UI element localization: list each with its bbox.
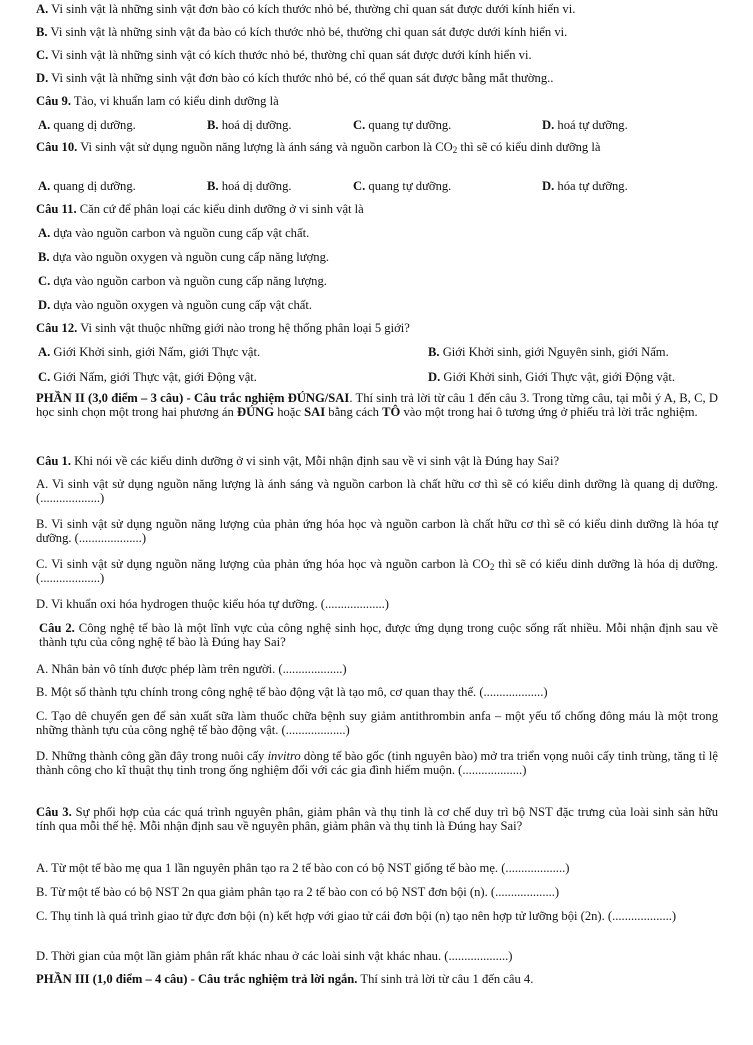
option-text: quang dị dưỡng.	[50, 179, 136, 193]
question-text: Tảo, vi khuẩn lam có kiểu dinh dưỡng là	[71, 94, 279, 108]
subscript: 2	[489, 562, 495, 572]
tf2-statement-c: C. Tạo dê chuyển gen để sản xuất sữa làm thuốc chữa bệnh suy giảm antithrombin anfa – một yếu tố chống đông máu là một trong những thành tựu của công nghệ tế bào động vật. (...................)	[36, 709, 718, 738]
option-text: Giới Khởi sinh, giới Nấm, giới Thực vật.	[50, 345, 261, 359]
instruction-text: . Thí sinh trả lời từ câu 1 đến câu 3. Trong từng câu, tại mỗi ý A, B, C, D học sinh chọn một trong hai phương án	[36, 391, 718, 420]
tf3-statement-a: A. Từ một tế bào mẹ qua 1 lần nguyên phân tạo ra 2 tế bào con có bộ NST giống tế bào mẹ. (...................)	[36, 861, 570, 875]
part-3-instructions	[36, 972, 533, 986]
q12-option-c	[38, 370, 257, 384]
q10-option-c	[353, 179, 451, 193]
statement-italic: invitro	[267, 749, 301, 763]
q9-option-a	[38, 118, 136, 132]
option-text: Giới Khởi sinh, Giới Thực vật, giới Động vật.	[440, 370, 675, 384]
tf3-statement-c: C. Thụ tinh là quá trình giao tử đực đơn bội (n) kết hợp với giao tử cái đơn bội (n) tạo nên hợp tử lưỡng bội (2n). (...................)	[36, 909, 677, 923]
tf1-statement-d: D. Vi khuẩn oxi hóa hydrogen thuộc kiểu hóa tự dưỡng. (...................)	[36, 597, 390, 611]
option-text: dựa vào nguồn oxygen và nguồn cung cấp vật chất.	[50, 298, 313, 312]
option-text: Vi sinh vật là những sinh vật đa bào có kích thước nhỏ bé, thường chỉ quan sát được dưới kính hiển vi.	[47, 25, 568, 39]
statement-text-cont: thì sẽ có kiểu dinh dưỡng là hóa dị dưỡng. (...................)	[36, 557, 718, 586]
question-text: Vi sinh vật sử dụng nguồn năng lượng là ánh sáng và nguồn carbon là CO	[77, 140, 453, 154]
instruction-text: vào một trong hai ô tương ứng ở phiếu trả lời trắc nghiệm.	[400, 405, 698, 420]
q10-option-b	[207, 179, 292, 193]
question-text: Khi nói về các kiểu dinh dưỡng ở vi sinh vật, Mỗi nhận định sau về vi sinh vật là Đúng hay Sai?	[71, 454, 560, 468]
option-label: B.	[428, 345, 440, 359]
option-label: D.	[542, 118, 555, 132]
option-text: dựa vào nguồn oxygen và nguồn cung cấp năng lượng.	[49, 250, 330, 264]
q9-option-b	[207, 118, 292, 132]
part-heading: PHẦN II (3,0 điểm – 3 câu) - Câu trắc nghiệm ĐÚNG/SAI	[36, 391, 350, 405]
tf1-statement-a: A. Vi sinh vật sử dụng nguồn năng lượng là ánh sáng và nguồn carbon là chất hữu cơ thì sẽ có kiểu dinh dưỡng là quang dị dưỡng. (...................)	[36, 477, 718, 506]
tf1-statement-b: B. Vi sinh vật sử dụng nguồn năng lượng của phản ứng hóa học và nguồn carbon là chất hữu cơ thì sẽ có kiểu dinh dưỡng là hóa tự dưỡng. (....................)	[36, 517, 718, 546]
question-label: Câu 2.	[39, 621, 75, 635]
option-text: Vi sinh vật là những sinh vật đơn bào có kích thước nhỏ bé, thường chỉ quan sát được dưới kính hiển vi.	[48, 2, 576, 16]
question-text: Sự phối hợp của các quá trình nguyên phân, giảm phân và thụ tinh là cơ chế duy trì bộ NST đặc trưng của loài sinh sản hữu tính qua mỗi thế hệ. Mỗi nhận định sau về nguyên phân, giảm phân và thụ tinh là Đúng hay Sai?	[36, 805, 718, 834]
question-label: Câu 10.	[36, 140, 78, 154]
question-10	[36, 140, 718, 154]
question-text-cont: thì sẽ có kiểu dinh dưỡng là	[457, 140, 601, 154]
statement-text: C. Vi sinh vật sử dụng nguồn năng lượng của phản ứng hóa học và nguồn carbon là CO	[36, 557, 490, 571]
tf-question-1	[36, 454, 559, 468]
option-d	[36, 71, 553, 85]
question-text: Căn cứ để phân loại các kiểu dinh dưỡng ở vi sinh vật là	[76, 202, 364, 216]
q10-option-a	[38, 179, 136, 193]
option-label: A.	[38, 179, 51, 193]
tf2-statement-d	[36, 749, 718, 777]
option-text: hoá dị dưỡng.	[218, 179, 292, 193]
option-b	[36, 25, 567, 39]
option-text: hoá tự dưỡng.	[554, 118, 628, 132]
q9-option-c	[353, 118, 451, 132]
q11-option-c	[38, 274, 327, 288]
option-label: A.	[36, 2, 49, 16]
tf-question-2	[39, 621, 718, 649]
option-label: D.	[428, 370, 441, 384]
subscript: 2	[452, 145, 458, 155]
option-text: Giới Nấm, giới Thực vật, giới Động vật.	[50, 370, 257, 384]
option-label: B.	[207, 179, 219, 193]
tf3-statement-b: B. Từ một tế bào có bộ NST 2n qua giảm phân tạo ra 2 tế bào con có bộ NST đơn bội (n). (...................)	[36, 885, 560, 899]
question-text: Vi sinh vật thuộc những giới nào trong hệ thống phân loại 5 giới?	[77, 321, 410, 335]
part-2-instructions	[36, 391, 718, 419]
option-a	[36, 2, 575, 16]
option-label: A.	[38, 345, 51, 359]
option-label: D.	[542, 179, 555, 193]
option-text: hóa tự dưỡng.	[554, 179, 628, 193]
instruction-text: Thí sinh trả lời từ câu 1 đến câu 4.	[357, 972, 534, 986]
option-label: C.	[36, 48, 49, 62]
option-label: B.	[38, 250, 50, 264]
part-heading: PHẦN III (1,0 điểm – 4 câu) - Câu trắc nghiệm trả lời ngắn.	[36, 972, 358, 986]
tf1-statement-c	[36, 557, 718, 585]
statement-text-cont: dòng tế bào gốc (tinh nguyên bào) mở tra triển vọng nuôi cấy tinh trùng, tăng tỉ lệ thành công cho kĩ thuật thụ tinh trong ống nghiệm đối với các gia đình hiếm muộn. (...................)	[36, 749, 718, 778]
q12-option-b	[428, 345, 669, 359]
tf-question-3	[36, 805, 718, 833]
q9-option-d	[542, 118, 628, 132]
instruction-text: hoặc	[274, 405, 305, 420]
option-text: quang dị dưỡng.	[50, 118, 136, 132]
q11-option-a	[38, 226, 309, 240]
option-label: B.	[36, 25, 48, 39]
question-11	[36, 202, 364, 216]
question-label: Câu 12.	[36, 321, 78, 335]
question-text: Công nghệ tế bào là một lĩnh vực của công nghệ sinh học, được ứng dụng trong cuộc sống rất nhiều. Mỗi nhận định sau về thành tựu của công nghệ tế bào là Đúng hay Sai?	[39, 621, 718, 650]
option-label: C.	[353, 179, 366, 193]
tf3-statement-d: D. Thời gian của một lần giảm phân rất khác nhau ở các loài sinh vật khác nhau. (...................)	[36, 949, 513, 963]
option-label: C.	[38, 370, 51, 384]
option-text: Vi sinh vật là những sinh vật có kích thước nhỏ bé, thường chỉ quan sát được dưới kính hiển vi.	[48, 48, 532, 62]
question-12	[36, 321, 410, 335]
q12-option-a	[38, 345, 260, 359]
option-label: D.	[38, 298, 51, 312]
option-label: C.	[38, 274, 51, 288]
q12-option-d	[428, 370, 675, 384]
tf2-statement-b: B. Một số thành tựu chính trong công nghệ tế bào động vật là tạo mô, cơ quan thay thế. (...................)	[36, 685, 548, 699]
option-text: Vi sinh vật là những sinh vật đơn bào có kích thước nhỏ bé, có thể quan sát được bằng mắt thường..	[48, 71, 554, 85]
tf2-statement-a: A. Nhân bản vô tính được phép làm trên người. (...................)	[36, 662, 347, 676]
q11-option-b	[38, 250, 329, 264]
option-label: C.	[353, 118, 366, 132]
question-label: Câu 9.	[36, 94, 71, 108]
question-label: Câu 3.	[36, 805, 72, 819]
option-text: quang tự dưỡng.	[365, 118, 452, 132]
option-label: A.	[38, 118, 51, 132]
option-label: A.	[38, 226, 51, 240]
option-label: D.	[36, 71, 49, 85]
option-text: quang tự dưỡng.	[365, 179, 452, 193]
q10-option-d	[542, 179, 628, 193]
instruction-text: bằng cách	[325, 405, 383, 420]
option-c	[36, 48, 532, 62]
option-label: B.	[207, 118, 219, 132]
option-text: hoá dị dưỡng.	[218, 118, 292, 132]
option-text: dựa vào nguồn carbon và nguồn cung cấp năng lượng.	[50, 274, 327, 288]
instruction-bold: SAI	[304, 405, 326, 420]
instruction-bold: TÔ	[382, 405, 401, 420]
question-label: Câu 1.	[36, 454, 71, 468]
statement-text: D. Những thành công gần đây trong nuôi cấy	[36, 749, 268, 763]
question-label: Câu 11.	[36, 202, 77, 216]
question-9	[36, 94, 279, 108]
option-text: Giới Khởi sinh, giới Nguyên sinh, giới Nấm.	[439, 345, 669, 359]
q11-option-d	[38, 298, 312, 312]
instruction-bold: ĐÚNG	[236, 405, 275, 420]
option-text: dựa vào nguồn carbon và nguồn cung cấp vật chất.	[50, 226, 310, 240]
